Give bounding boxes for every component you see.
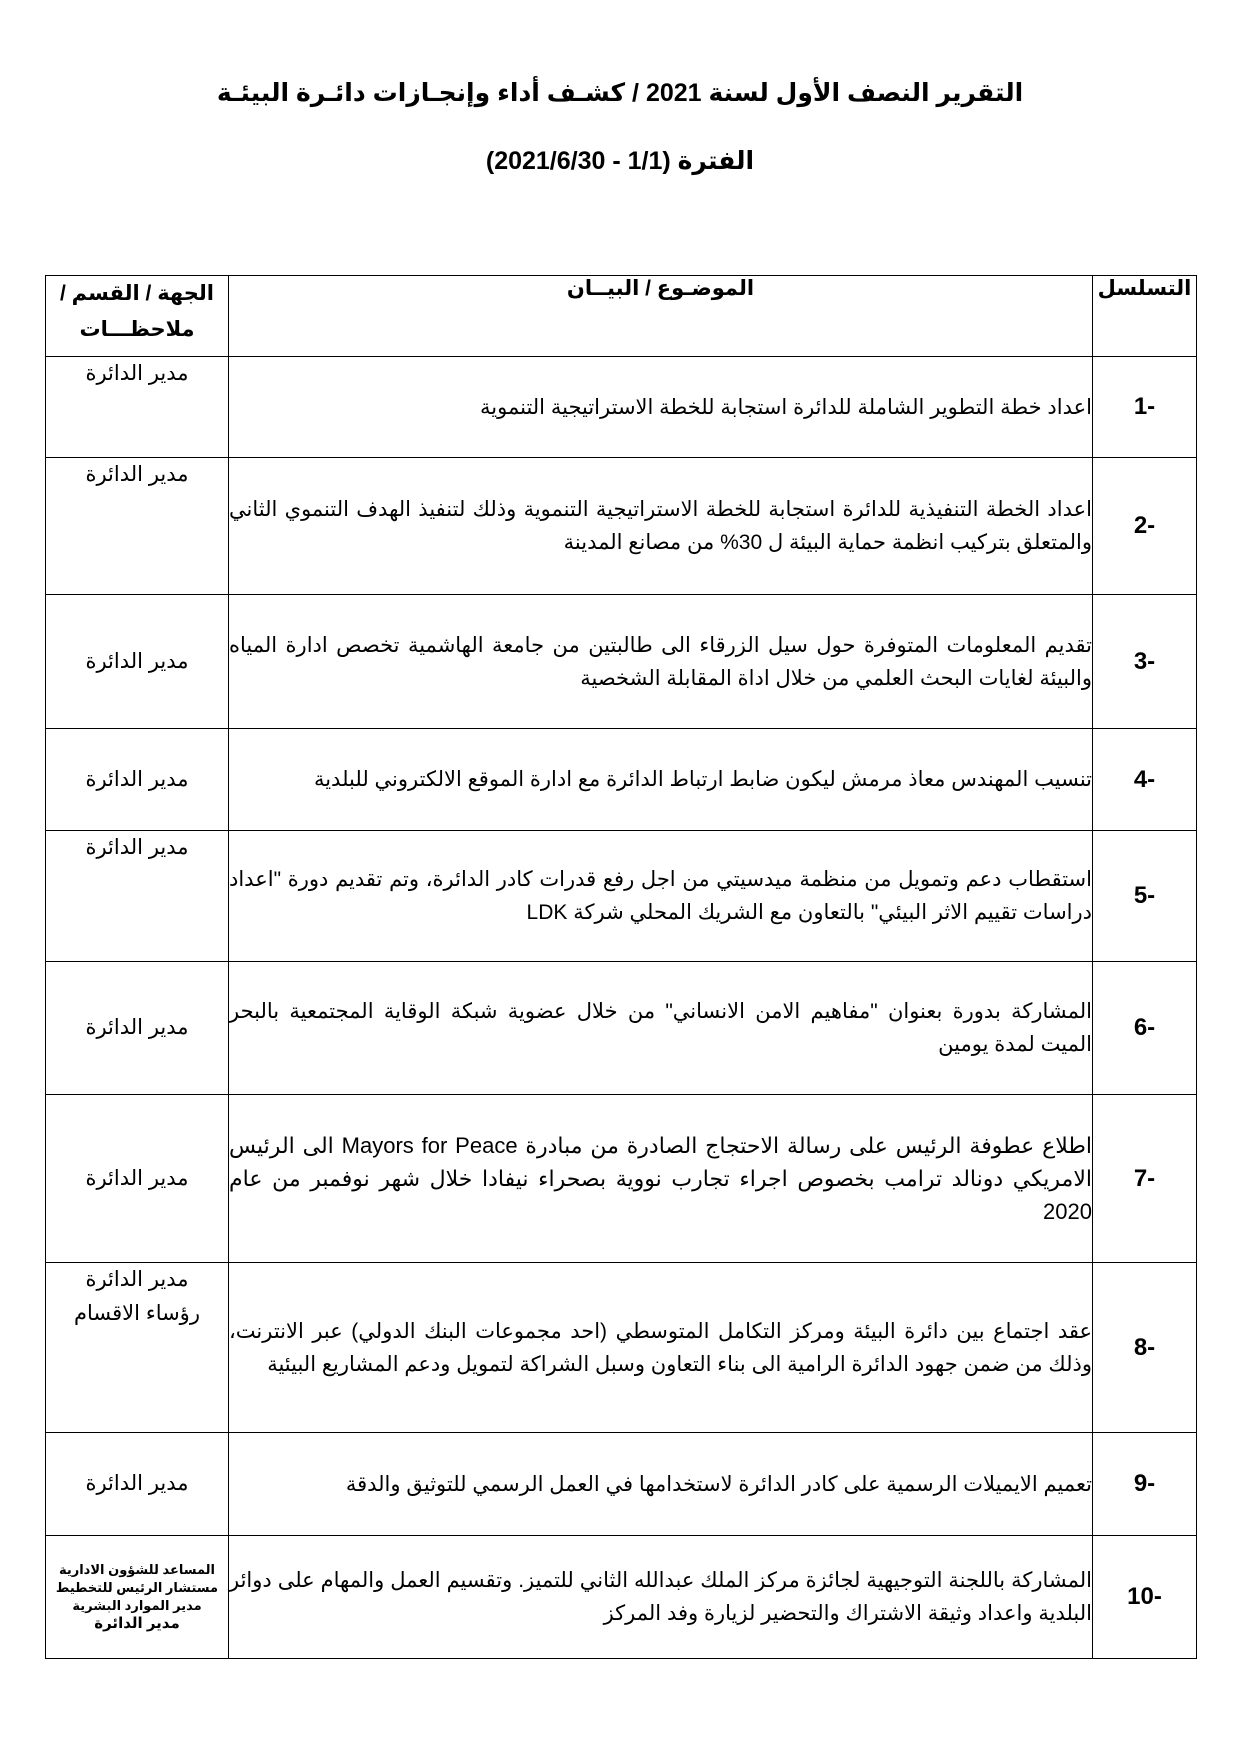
- table-row: [46, 1263, 1197, 1433]
- row-text: تقديم المعلومات المتوفرة حول سيل الزرقاء الى طالبتين من جامعة الهاشمية تخصص ادارة المياه والبيئة لغايات البحث العلمي من خلال اداة المقابلة الشخصية: [229, 633, 1092, 690]
- achievements-table: [45, 275, 1197, 1659]
- header-seq: التسلسل: [1093, 276, 1197, 357]
- row-text: المشاركة باللجنة التوجيهية لجائزة مركز الملك عبدالله الثاني للتميز. وتقسيم العمل والمهام على دوائر البلدية واعداد وثيقة الاشتراك والتحضير لزيارة وفد المركز: [229, 1569, 1092, 1625]
- row-subject: [229, 1433, 1093, 1536]
- row-dept: مدير الدائرة: [46, 729, 229, 831]
- row-seq: 4-: [1093, 729, 1197, 831]
- row-seq: 3-: [1093, 595, 1197, 729]
- row-dept-line: مستشار الرئيس للتخطيط: [55, 1580, 219, 1595]
- table-row: [46, 1433, 1197, 1536]
- report-title: التقرير النصف الأول لسنة 2021 / كشـف أداء وإنجـازات دائـرة البيئـة: [216, 79, 1024, 107]
- table-row: [46, 831, 1197, 962]
- row-seq: 2-: [1093, 458, 1197, 595]
- report-period: الفترة (1/1 - 2021/6/30): [485, 147, 755, 175]
- row-text: تنسيب المهندس معاذ مرمش ليكون ضابط ارتباط الدائرة مع ادارة الموقع الالكتروني للبلدية: [313, 768, 1092, 791]
- table-row: [46, 458, 1197, 595]
- row-text: استقطاب دعم وتمويل من منظمة ميدسيتي من اجل رفع قدرات كادر الدائرة، وتم تقديم دورة "اعداد دراسات تقييم الاثر البيئي" بالتعاون مع الشريك المحلي شركة LDK: [229, 868, 1092, 924]
- row-subject: [229, 729, 1093, 831]
- row-dept: مدير الدائرة: [46, 962, 229, 1095]
- table-row: [46, 729, 1197, 831]
- row-dept-line: المساعد للشؤون الادارية: [58, 1562, 216, 1577]
- row-seq: 10-: [1093, 1536, 1197, 1659]
- header-dept-line2: ملاحظـــات: [79, 318, 195, 341]
- row-dept: مدير الدائرة: [46, 1095, 229, 1263]
- header-dept: [46, 276, 229, 357]
- row-dept: مدير الدائرة: [46, 1433, 229, 1536]
- row-dept: [46, 1536, 229, 1659]
- row-text: المشاركة بدورة بعنوان "مفاهيم الامن الانساني" من خلال عضوية شبكة الوقاية المجتمعية بالبحر الميت لمدة يومين: [229, 1000, 1092, 1056]
- table-row: [46, 962, 1197, 1095]
- row-dept: مدير الدائرة: [46, 595, 229, 729]
- row-dept-line: رؤساء الاقسام: [74, 1302, 200, 1325]
- row-seq: 9-: [1093, 1433, 1197, 1536]
- table-row: [46, 1536, 1197, 1659]
- table-row: [46, 595, 1197, 729]
- row-dept: [46, 1263, 229, 1433]
- row-text: اعداد خطة التطوير الشاملة للدائرة استجابة للخطة الاستراتيجية التنموية: [480, 395, 1092, 419]
- row-subject: [229, 357, 1093, 458]
- table-row: [46, 1095, 1197, 1263]
- row-dept: مدير الدائرة: [46, 357, 229, 458]
- row-text: اطلاع عطوفة الرئيس على رسالة الاحتجاج الصادرة من مبادرة Mayors for Peace الى الرئيس الامريكي دونالد ترامب بخصوص اجراء تجارب نووية بصحراء نيفادا خلال شهر نوفمبر من عام 2020: [229, 1133, 1092, 1224]
- row-seq: 5-: [1093, 831, 1197, 962]
- table-row: [46, 357, 1197, 458]
- row-subject: [229, 1095, 1093, 1263]
- row-seq: 6-: [1093, 962, 1197, 1095]
- row-subject: [229, 831, 1093, 962]
- header-dept-line1: الجهة / القسم /: [59, 282, 215, 305]
- table-header-row: [46, 276, 1197, 357]
- header-subject: الموضـوع / البيــان: [229, 276, 1093, 357]
- row-subject: [229, 1263, 1093, 1433]
- row-dept-line: مدير الموارد البشرية: [72, 1598, 202, 1613]
- row-subject: [229, 1536, 1093, 1659]
- row-dept: مدير الدائرة: [46, 831, 229, 962]
- row-dept-line: مدير الدائرة: [85, 1268, 189, 1291]
- row-subject: [229, 458, 1093, 595]
- row-subject: [229, 595, 1093, 729]
- row-dept-line: مدير الدائرة: [94, 1615, 180, 1632]
- row-seq: 8-: [1093, 1263, 1197, 1433]
- row-seq: 7-: [1093, 1095, 1197, 1263]
- row-seq: 1-: [1093, 357, 1197, 458]
- row-text: اعداد الخطة التنفيذية للدائرة استجابة للخطة الاستراتيجية التنموية وذلك لتنفيذ الهدف التنموي الثاني والمتعلق بتركيب انظمة حماية البيئة ل 30% من مصانع المدينة: [229, 498, 1092, 554]
- row-subject: [229, 962, 1093, 1095]
- row-text: عقد اجتماع بين دائرة البيئة ومركز التكامل المتوسطي (احد مجموعات البنك الدولي) عبر الانترنت، وذلك من ضمن جهود الدائرة الرامية الى بناء التعاون وسبل الشراكة لتمويل ودعم المشاريع البيئية: [229, 1319, 1092, 1376]
- row-text: تعميم الايميلات الرسمية على كادر الدائرة لاستخدامها في العمل الرسمي للتوثيق والدقة: [345, 1472, 1092, 1496]
- row-dept: مدير الدائرة: [46, 458, 229, 595]
